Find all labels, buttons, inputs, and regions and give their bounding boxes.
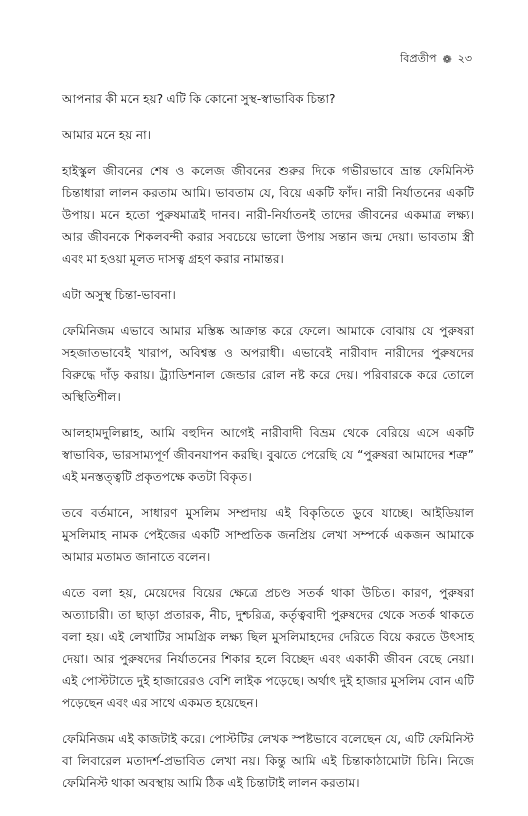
page-body xyxy=(62,88,474,808)
paragraph-question: আপনার কী মনে হয়? এটি কি কোনো সুস্থ-স্বাভাবিক চিন্তা? xyxy=(62,92,336,106)
paragraph-highschool: হাইস্কুল জীবনের শেষ ও কলেজ জীবনের শুরুর দিকে গভীরভাবে ভ্রান্ত ফেমিনিস্ট চিন্তাধারা লালন করতাম আমি। ভাবতাম যে, বিয়ে একটি ফাঁদ। নারী নির্যাতনের একটি উপায়। মনে হতো পুরুষমাত্রই দানব। নারী-নির্যাতনই তাদের জীবনের একমাত্র লক্ষ্য। আর জীবনকে শিকলবন্দী করার সবচেয়ে ভালো উপায় সন্তান জন্ম দেয়া। ভাবতাম স্ত্রী এবং মা হওয়া মূলত দাসত্ব গ্রহণ করার নামান্তর। xyxy=(62,164,474,266)
page-number: ২৩ xyxy=(457,52,472,65)
paragraph-answer: আমার মনে হয় না। xyxy=(62,128,152,142)
running-header xyxy=(400,50,472,69)
paragraph-alhamdulillah: আলহামদুলিল্লাহ, আমি বহুদিন আগেই নারীবাদী বিভ্রম থেকে বেরিয়ে এসে একটি স্বাভাবিক, ভারসাম্যপূর্ণ জীবনযাপন করছি। বুঝতে পেরেছি যে “পুরুষরা আমাদের শত্রু” এই মনস্তত্ত্বটি প্রকৃতপক্ষে কতটা বিকৃত। xyxy=(62,426,474,484)
paragraph-post-content: এতে বলা হয়, মেয়েদের বিয়ের ক্ষেত্রে প্রচণ্ড সতর্ক থাকা উচিত। কারণ, পুরুষরা অত্যাচারী। তা ছাড়া প্রতারক, নীচ, দুশ্চরিত্র, কর্তৃত্ববাদী পুরুষদের থেকে সতর্ক থাকতে বলা হয়। এই লেখাটির সামগ্রিক লক্ষ্য ছিল মুসলিমাহদের দেরিতে বিয়ে করতে উৎসাহ দেয়া। আর পুরুষদের নির্যাতনের শিকার হলে বিচ্ছেদ এবং একাকী জীবন বেছে নেয়া। এই পোস্টটাতে দুই হাজারেরও বেশি লাইক পড়েছে। অর্থাৎ দুই হাজার মুসলিম বোন এটি পড়েছেন এবং এর সাথে একমত হয়েছেন। xyxy=(62,586,474,710)
flower-ornament-icon: ❁ xyxy=(442,53,452,66)
paragraph-feminism-effect: ফেমিনিজম এভাবে আমার মস্তিষ্ক আক্রান্ত করে ফেলে। আমাকে বোঝায় যে পুরুষরা সহজাতভাবেই খারাপ, অবিশ্বস্ত ও অপরাধী। এভাবেই নারীবাদ নারীদের পুরুষদের বিরুদ্ধে দাঁড় করায়। ট্র্যাডিশনাল জেন্ডার রোল নষ্ট করে দেয়। পরিবারকে করে তোলে অস্থিতিশীল। xyxy=(62,324,474,404)
book-title: বিপ্রতীপ xyxy=(400,52,437,65)
paragraph-present: তবে বর্তমানে, সাধারণ মুসলিম সম্প্রদায় এই বিকৃতিতে ডুবে যাচ্ছে। আইডিয়াল মুসলিমাহ নামক পেইজের একটি সাম্প্রতিক জনপ্রিয় লেখা সম্পর্কে একজন আমাকে আমার মতামত জানাতে বলেন। xyxy=(62,506,474,564)
paragraph-unhealthy: এটা অসুস্থ চিন্তা-ভাবনা। xyxy=(62,288,176,302)
paragraph-conclusion: ফেমিনিজম এই কাজটাই করে। পোস্টটির লেখক স্পষ্টভাবে বলেছেন যে, এটি ফেমিনিস্ট বা লিবারেল মতাদর্শ-প্রভাবিত লেখা নয়। কিন্তু আমি এই চিন্তাকাঠামোটা চিনি। নিজে ফেমিনিস্ট থাকা অবস্থায় আমি ঠিক এই চিন্তাটাই লালন করতাম। xyxy=(62,732,474,790)
